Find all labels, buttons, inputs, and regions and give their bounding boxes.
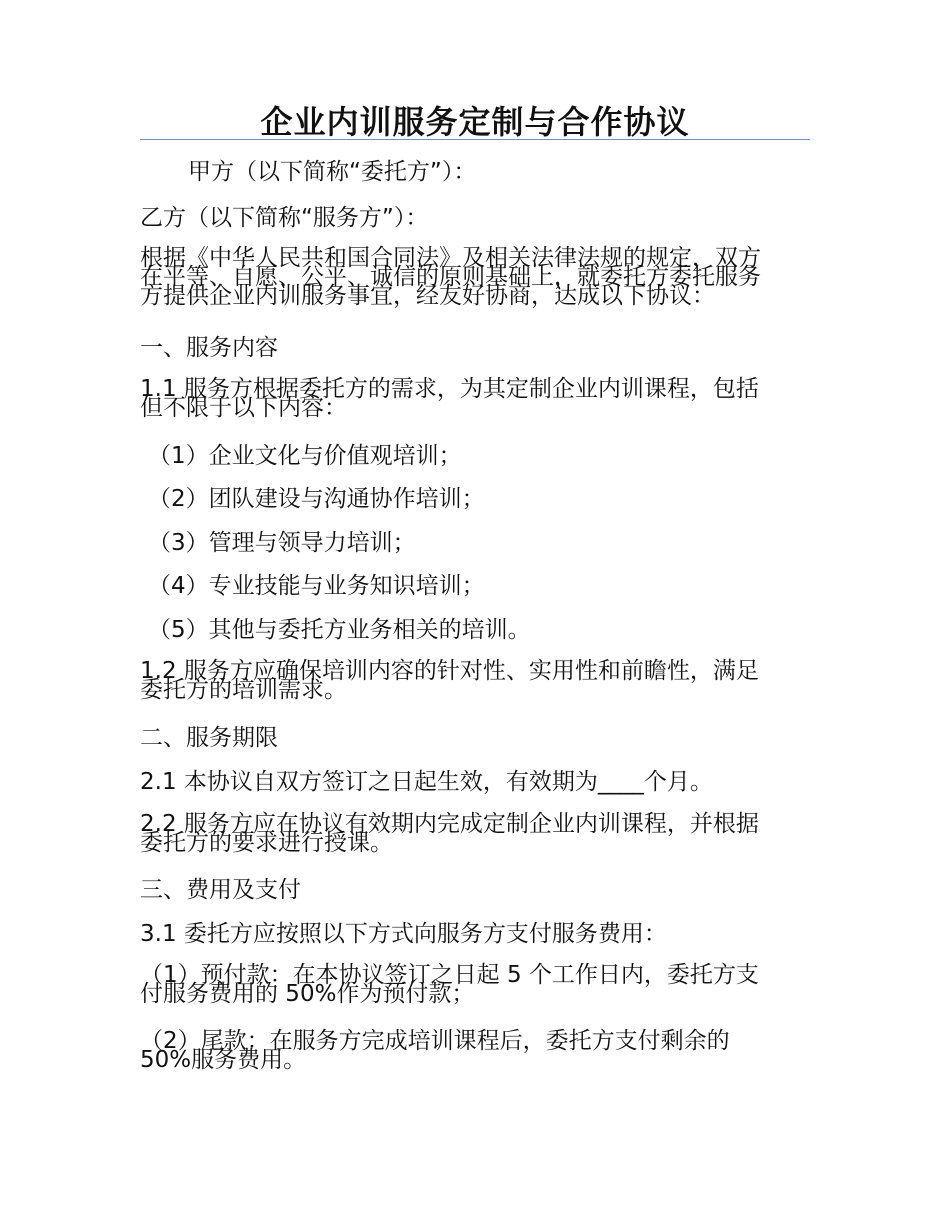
- list-item-1: （1）企业文化与价值观培训；: [148, 443, 462, 469]
- clause-3-1: 3.1 委托方应按照以下方式向服务方支付服务费用：: [140, 921, 667, 947]
- clause-1-2-line-2: 委托方的培训需求。: [140, 677, 347, 703]
- document-title: 企业内训服务定制与合作协议: [260, 103, 690, 141]
- clause-3-1-item-1-line-1: （1）预付款：在本协议签订之日起 5 个工作日内，委托方支: [140, 962, 759, 988]
- preamble-line-3: 方提供企业内训服务事宜，经友好协商，达成以下协议：: [140, 283, 715, 309]
- clause-2-2: [140, 811, 812, 856]
- list-item-3: （3）管理与领导力培训；: [148, 530, 416, 556]
- clause-2-2-line-2: 委托方的要求进行授课。: [140, 830, 393, 856]
- preamble-line-1: 根据《中华人民共和国合同法》及相关法律法规的规定，双方: [140, 245, 761, 271]
- preamble-line-2: 在平等、自愿、公平、诚信的原则基础上，就委托方委托服务: [140, 264, 761, 290]
- party-b-line: 乙方（以下简称“服务方”）：: [140, 205, 429, 231]
- section-2-heading: 二、服务期限: [140, 725, 278, 751]
- list-item-4: （4）专业技能与业务知识培训；: [148, 573, 485, 599]
- section-1-heading: 一、服务内容: [140, 335, 278, 361]
- clause-2-2-line-1: 2.2 服务方应在协议有效期内完成定制企业内训课程，并根据: [140, 811, 759, 837]
- clause-1-1-line-1: 1.1 服务方根据委托方的需求，为其定制企业内训课程，包括: [140, 376, 759, 402]
- clause-3-1-item-2-line-1: （2）尾款：在服务方完成培训课程后，委托方支付剩余的: [140, 1028, 730, 1054]
- clause-3-1-item-2: [140, 1028, 812, 1073]
- clause-1-2: [140, 658, 812, 703]
- list-item-5: （5）其他与委托方业务相关的培训。: [148, 617, 531, 643]
- clause-3-1-item-2-line-2: 50%服务费用。: [140, 1047, 307, 1073]
- list-item-2: （2）团队建设与沟通协作培训；: [148, 486, 485, 512]
- clause-3-1-item-1: [140, 962, 812, 1007]
- clause-3-1-item-1-line-2: 付服务费用的 50%作为预付款；: [140, 981, 475, 1007]
- clause-2-1: 2.1 本协议自双方签订之日起生效，有效期为____个月。: [140, 769, 713, 795]
- clause-1-1: [140, 376, 812, 421]
- clause-1-2-line-1: 1.2 服务方应确保培训内容的针对性、实用性和前瞻性，满足: [140, 658, 759, 684]
- party-a-line: 甲方（以下简称“委托方”）：: [188, 159, 477, 185]
- section-3-heading: 三、费用及支付: [140, 877, 301, 903]
- title-underline: [140, 139, 810, 140]
- clause-1-1-line-2: 但不限于以下内容：: [140, 395, 347, 421]
- preamble-paragraph: [140, 245, 812, 309]
